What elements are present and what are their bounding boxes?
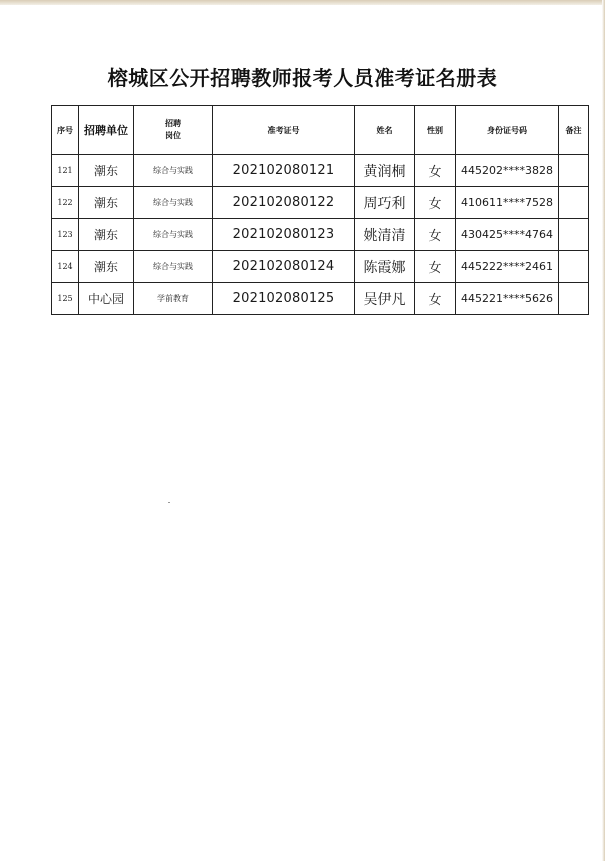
- cell-name: 陈霞娜: [355, 251, 415, 283]
- table-header-row: [52, 106, 589, 155]
- cell-ticket: 202102080122: [213, 187, 355, 219]
- cell-post: 综合与实践: [134, 187, 213, 219]
- cell-gender: 女: [415, 187, 456, 219]
- cell-unit: 潮东: [79, 251, 134, 283]
- cell-post: 综合与实践: [134, 155, 213, 187]
- header-post-line1: 招聘: [165, 119, 181, 128]
- header-id: 身份证号码: [456, 106, 559, 155]
- cell-gender: 女: [415, 155, 456, 187]
- header-post: [134, 106, 213, 155]
- header-remarks: 备注: [559, 106, 589, 155]
- cell-id: 445221****5626: [456, 283, 559, 315]
- cell-post: 综合与实践: [134, 219, 213, 251]
- cell-ticket: 202102080123: [213, 219, 355, 251]
- cell-remarks: [559, 251, 589, 283]
- roster-table: [51, 105, 589, 315]
- cell-name: 周巧利: [355, 187, 415, 219]
- cell-post: 综合与实践: [134, 251, 213, 283]
- cell-post: 学前教育: [134, 283, 213, 315]
- table-row: [52, 219, 589, 251]
- header-seq: 序号: [52, 106, 79, 155]
- cell-id: 410611****7528: [456, 187, 559, 219]
- cell-seq: 125: [52, 283, 79, 315]
- cell-name: 姚清清: [355, 219, 415, 251]
- cell-unit: 潮东: [79, 155, 134, 187]
- cell-remarks: [559, 219, 589, 251]
- header-name: 姓名: [355, 106, 415, 155]
- cell-ticket: 202102080124: [213, 251, 355, 283]
- header-ticket: 准考证号: [213, 106, 355, 155]
- cell-seq: 121: [52, 155, 79, 187]
- cell-ticket: 202102080125: [213, 283, 355, 315]
- cell-ticket: 202102080121: [213, 155, 355, 187]
- cell-remarks: [559, 187, 589, 219]
- cell-unit: 潮东: [79, 187, 134, 219]
- cell-gender: 女: [415, 251, 456, 283]
- cell-unit: 中心园: [79, 283, 134, 315]
- cell-id: 445222****2461: [456, 251, 559, 283]
- header-gender: 性别: [415, 106, 456, 155]
- cell-seq: 123: [52, 219, 79, 251]
- cell-name: 吴伊凡: [355, 283, 415, 315]
- header-post-line2: 岗位: [165, 131, 181, 140]
- cell-id: 430425****4764: [456, 219, 559, 251]
- cell-gender: 女: [415, 283, 456, 315]
- cell-remarks: [559, 155, 589, 187]
- cell-unit: 潮东: [79, 219, 134, 251]
- header-unit: 招聘单位: [79, 106, 134, 155]
- page-top-edge: [0, 0, 605, 5]
- cell-name: 黄润桐: [355, 155, 415, 187]
- table-row: [52, 283, 589, 315]
- table-row: [52, 187, 589, 219]
- cell-seq: 124: [52, 251, 79, 283]
- cell-id: 445202****3828: [456, 155, 559, 187]
- scan-speck: [168, 502, 170, 503]
- cell-remarks: [559, 283, 589, 315]
- table-row: [52, 155, 589, 187]
- cell-gender: 女: [415, 219, 456, 251]
- table-row: [52, 251, 589, 283]
- page-title: 榕城区公开招聘教师报考人员准考证名册表: [107, 66, 498, 90]
- cell-seq: 122: [52, 187, 79, 219]
